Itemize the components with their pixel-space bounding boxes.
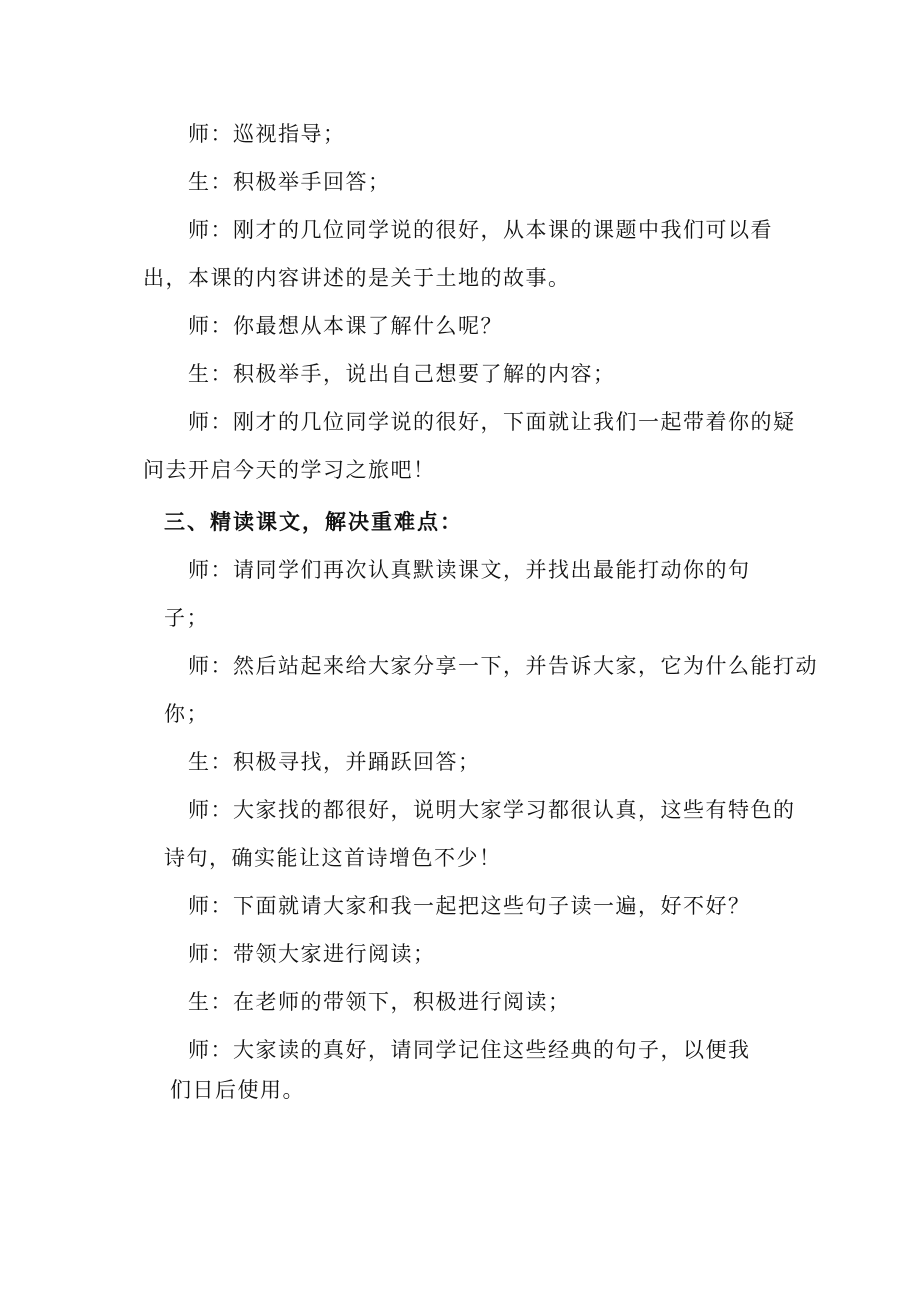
text-line: 师：巡视指导； (188, 122, 346, 146)
text-line: 师：下面就请大家和我一起把这些句子读一遍，好不好？ (188, 894, 751, 918)
text-line: 出，本课的内容讲述的是关于土地的故事。 (143, 266, 571, 290)
text-line: 师：刚才的几位同学说的很好，下面就让我们一起带着你的疑 (188, 410, 796, 434)
text-line: 诗句，确实能让这首诗增色不少！ (164, 846, 502, 870)
text-line: 师：大家找的都很好，说明大家学习都很认真，这些有特色的 (188, 798, 796, 822)
text-line: 生：积极举手，说出自己想要了解的内容； (188, 362, 616, 386)
text-line: 生：积极举手回答； (188, 170, 391, 194)
section-heading: 三、精读课文，解决重难点： (164, 509, 463, 534)
text-line: 师：你最想从本课了解什么呢？ (188, 314, 503, 338)
text-line: 你； (164, 702, 209, 726)
text-line: 子； (164, 606, 209, 630)
text-line: 师：请同学们再次认真默读课文，并找出最能打动你的句 (188, 558, 751, 582)
text-line: 师：带领大家进行阅读； (188, 942, 436, 966)
text-line: 们日后使用。 (170, 1078, 305, 1102)
text-line: 生：积极寻找，并踊跃回答； (188, 750, 481, 774)
text-line: 师：然后站起来给大家分享一下，并告诉大家，它为什么能打动 (188, 654, 818, 678)
text-line: 师：大家读的真好，请同学记住这些经典的句子，以便我 (188, 1038, 751, 1062)
text-line: 问去开启今天的学习之旅吧！ (143, 458, 436, 482)
text-line: 生：在老师的带领下，积极进行阅读； (188, 990, 571, 1014)
text-line: 师：刚才的几位同学说的很好，从本课的课题中我们可以看 (188, 218, 773, 242)
